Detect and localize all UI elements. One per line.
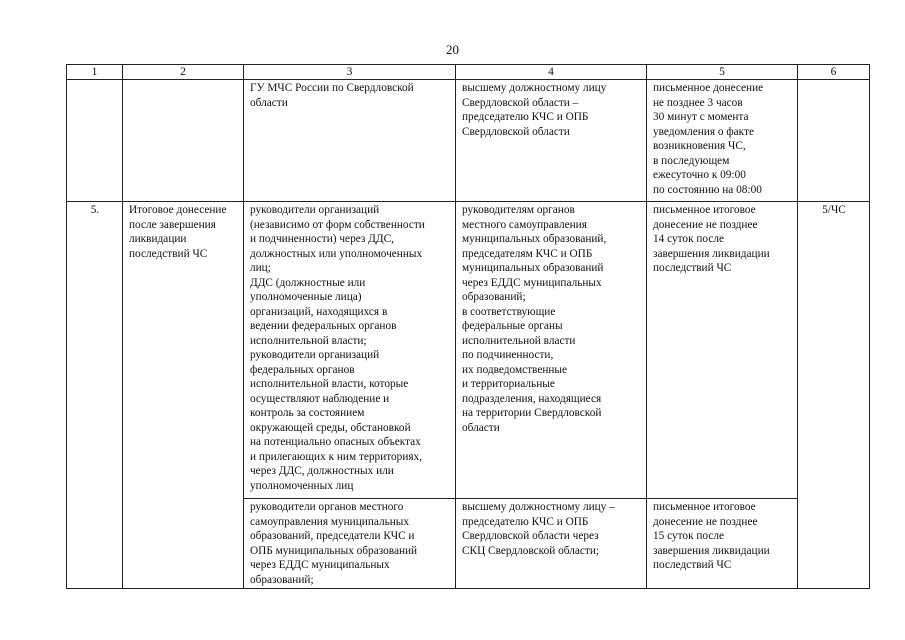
recipient-to-cell: руководителям органов местного самоуправления муниципальных образований, председателям КЧС и ОПБ муниципальных образований через ЕДДС муниципальных образований; в соответствующие федеральные органы исполнительной власти по подчиненности, их подведомственные и территориальные подразделения, находящиеся на территории Свердловской области (456, 202, 647, 499)
column-header: 1 (67, 65, 123, 80)
column-header: 3 (244, 65, 456, 80)
deadline-cell: письменное итоговое донесение не позднее 14 суток после завершения ликвидации последствий ЧС (647, 202, 798, 499)
table-row (67, 202, 870, 499)
recipient-from-cell: руководители организаций (независимо от форм собственности и подчиненности) через ДДС, должностных или уполномоченных лиц; ДДС (должностные или уполномоченные лица) организаций, находящихся в ведении федеральных органов исполнительной власти; руководители организаций федеральных органов исполнительной власти, которые осуществляют наблюдение и контроль за состоянием окружающей среды, обстановкой на потенциально опасных объектах и прилегающих к ним территориях, через ДДС, должностных или уполномоченных лиц (244, 202, 456, 499)
report-name-cell: Итоговое донесение после завершения ликвидации последствий ЧС (123, 202, 244, 589)
column-header: 4 (456, 65, 647, 80)
deadline-cell: письменное итоговое донесение не позднее 15 суток после завершения ликвидации последствий ЧС (647, 499, 798, 589)
column-header: 5 (647, 65, 798, 80)
recipient-to-cell: высшему должностному лицу Свердловской области – председателю КЧС и ОПБ Свердловской области (456, 80, 647, 202)
table-row (67, 80, 870, 202)
column-header: 6 (798, 65, 870, 80)
column-header: 2 (123, 65, 244, 80)
deadline-cell: письменное донесение не позднее 3 часов 30 минут с момента уведомления о факте возникновения ЧС, в последующем ежесуточно к 09:00 по состоянию на 08:00 (647, 80, 798, 202)
form-code-cell: 5/ЧС (798, 202, 870, 589)
table-cell (798, 80, 870, 202)
page-number: 20 (446, 42, 459, 57)
table-header-row (67, 65, 870, 80)
row-number-cell: 5. (67, 202, 123, 589)
recipient-to-cell: высшему должностному лицу – председателю КЧС и ОПБ Свердловской области через СКЦ Свердловской области; (456, 499, 647, 589)
recipient-from-cell: руководители органов местного самоуправления муниципальных образований, председатели КЧС и ОПБ муниципальных образований через ЕДДС муниципальных образований; (244, 499, 456, 589)
table-cell (67, 80, 123, 202)
recipient-from-cell: ГУ МЧС России по Свердловской области (244, 80, 456, 202)
report-table (66, 64, 870, 589)
table-cell (123, 80, 244, 202)
